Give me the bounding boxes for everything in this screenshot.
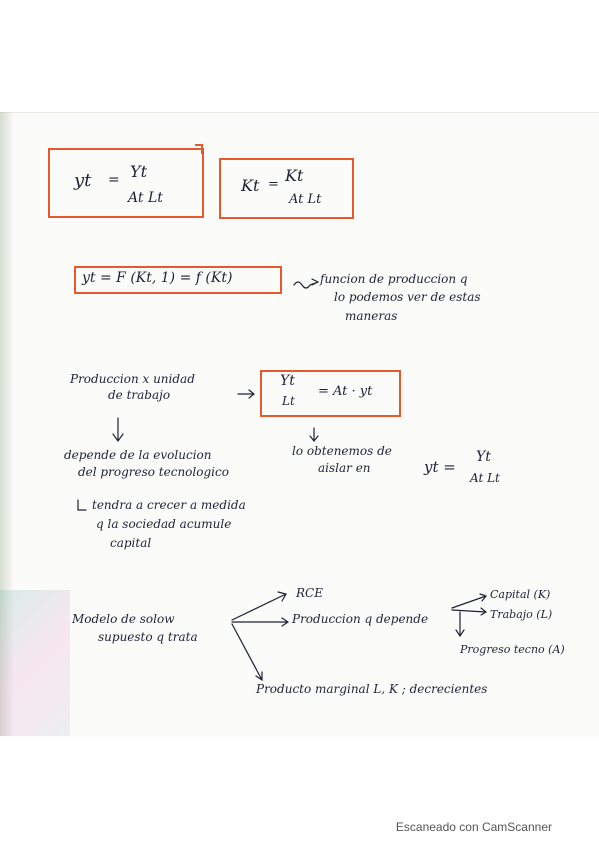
note-solow-line1: Modelo de solow xyxy=(72,612,175,626)
arrow-rce-icon xyxy=(232,592,286,620)
formula-yt-lhs: yt xyxy=(74,170,92,191)
formula-yt-denominator: At Lt xyxy=(128,190,163,206)
arrow-right-icon xyxy=(238,390,254,398)
note-grow-line3: capital xyxy=(110,536,152,550)
note-of-labor: de trabajo xyxy=(108,388,171,402)
scanner-watermark: Escaneado con CamScanner xyxy=(395,820,552,834)
bracket-arrow-icon xyxy=(78,500,86,510)
note-depends-line1: depende de la evolucion xyxy=(64,448,212,462)
note-production-per-unit: Produccion x unidad xyxy=(70,372,195,386)
formula-kt-denominator: At Lt xyxy=(289,192,322,207)
note-depends-line2: del progreso tecnologico xyxy=(78,465,229,479)
formula-yt-numerator: Yt xyxy=(130,162,147,181)
note-obtained-line1: lo obtenemos de xyxy=(292,444,392,458)
note-trabajo: Trabajo (L) xyxy=(490,608,553,621)
note-capital: Capital (K) xyxy=(490,588,551,601)
formula-kt-eq: = xyxy=(268,177,279,192)
arrow-marginal-icon xyxy=(232,624,262,680)
formula-ratio-rhs: = At · yt xyxy=(318,384,373,399)
formula-kt-lhs: Kt xyxy=(241,176,260,195)
note-production-depends: Produccion q depende xyxy=(292,612,429,626)
formula-production-function: yt = F (Kt, 1) = f (Kt) xyxy=(82,270,233,286)
note-rce: RCE xyxy=(296,586,323,600)
note-grow-line2: q la sociedad acumule xyxy=(96,517,232,531)
note-production-function-line1: funcion de produccion q xyxy=(320,272,468,286)
branch-progreso-icon xyxy=(456,612,464,636)
arrow-down-icon xyxy=(113,418,123,441)
squiggle-arrow-icon xyxy=(294,279,318,288)
note-grow-line1: tendra a crecer a medida xyxy=(92,498,246,512)
arrow-down-icon-2 xyxy=(310,428,318,441)
note-production-function-line3: maneras xyxy=(345,309,398,323)
formula-kt-numerator: Kt xyxy=(285,166,304,185)
arrow-production-icon xyxy=(232,618,288,626)
formula-yt2-numerator: Yt xyxy=(476,449,491,465)
formula-ratio-denominator: Lt xyxy=(282,394,295,408)
note-progreso: Progreso tecno (A) xyxy=(460,643,565,656)
formula-ratio-numerator: Yt xyxy=(280,373,295,389)
note-obtained-line2: aislar en xyxy=(318,461,371,475)
branch-trabajo-icon xyxy=(452,608,486,615)
note-solow-line2: supuesto q trata xyxy=(98,630,198,644)
note-production-function-line2: lo podemos ver de estas xyxy=(334,290,481,304)
formula-yt2-lhs: yt = xyxy=(424,458,456,476)
branch-capital-icon xyxy=(452,594,486,608)
formula-yt2-denominator: At Lt xyxy=(470,471,500,485)
note-producto-marginal: Producto marginal L, K ; decrecientes xyxy=(256,682,488,696)
formula-yt-eq: = xyxy=(108,172,120,188)
